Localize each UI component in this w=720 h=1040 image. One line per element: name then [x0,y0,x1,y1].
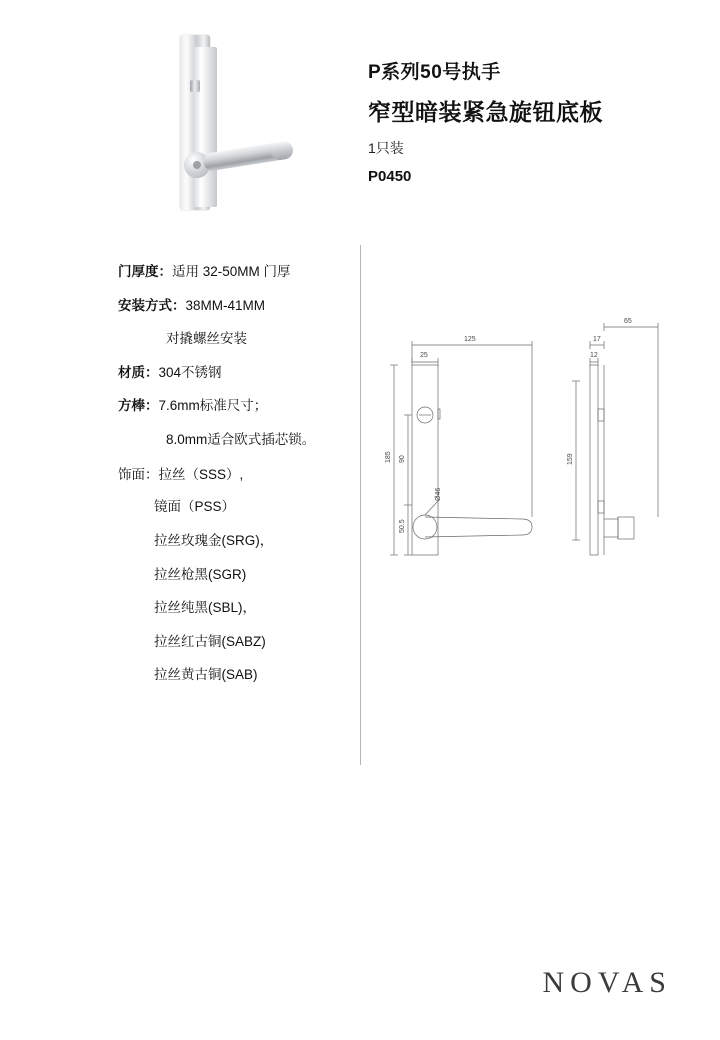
spec-door-thickness-label: 门厚度： [118,264,172,279]
dim-front-plate: 25 [420,352,428,359]
spec-material-value: 304不锈钢 [158,364,222,380]
product-heading-block [368,62,698,185]
spec-door-thickness [118,262,353,282]
dim-side-top: 17 [593,336,601,343]
spec-install-value: 38MM-41MM [185,297,266,313]
spec-finish-item-1: 镜面（PSS） [154,499,236,515]
product-code: P0450 [368,168,412,186]
spec-spindle-sub: 8.0mm适合欧式插芯锁。 [166,431,316,447]
product-pack-info: 1只装 [368,140,404,157]
dim-front-inner-height: 90 [399,455,406,463]
spec-material-label: 材质： [118,364,159,380]
spec-install-label: 安装方式： [118,297,186,313]
spec-finish-label: 饰面： [118,467,159,483]
escutcheon-plate [180,35,210,210]
dim-front-rose: Ø46 [435,487,442,501]
spec-list [118,262,353,699]
spec-install-sub: 对撬螺丝安装 [166,331,247,347]
spec-finish-item-0: 拉丝（SSS）, [158,467,244,483]
spec-finish-item-6: 拉丝黄古铜(SAB) [154,667,258,683]
spec-spindle [118,396,353,416]
spec-finish-item-2: 拉丝玫瑰金(SRG)， [154,532,274,548]
spec-finish [118,463,353,684]
spec-finish-item-4: 拉丝纯黑(SBL)， [154,600,257,616]
dim-side-thickness: 12 [590,352,598,359]
spec-spindle-label: 方棒： [118,398,159,414]
spec-spindle-value: 7.6mm标准尺寸； [158,398,268,414]
technical-drawing-svg [372,305,702,605]
product-photo [170,30,330,220]
spec-finish-item-3: 拉丝枪黑(SGR) [154,566,247,582]
spec-finish-first-row [118,463,353,483]
escutcheon-plate-inner [193,47,217,207]
dim-front-width: 125 [464,336,476,343]
emergency-thumbturn [190,80,200,92]
spec-door-thickness-value: 适用 32-50MM 门厚 [172,264,291,279]
spec-material [118,363,353,383]
vertical-divider [360,245,361,765]
dim-side-depth: 65 [624,318,632,325]
dim-front-lower: 50.5 [399,519,406,533]
dim-front-height: 185 [385,451,392,463]
dim-side-height: 159 [567,453,574,465]
product-main-title: 窄型暗装紧急旋钮底板 [368,98,603,125]
technical-drawing [372,305,702,605]
product-series-title: P系列50号执手 [368,62,501,83]
spec-finish-item-5: 拉丝红古铜(SABZ) [154,633,266,649]
spec-install [118,296,353,316]
brand-logo: NOVAS [542,966,672,999]
